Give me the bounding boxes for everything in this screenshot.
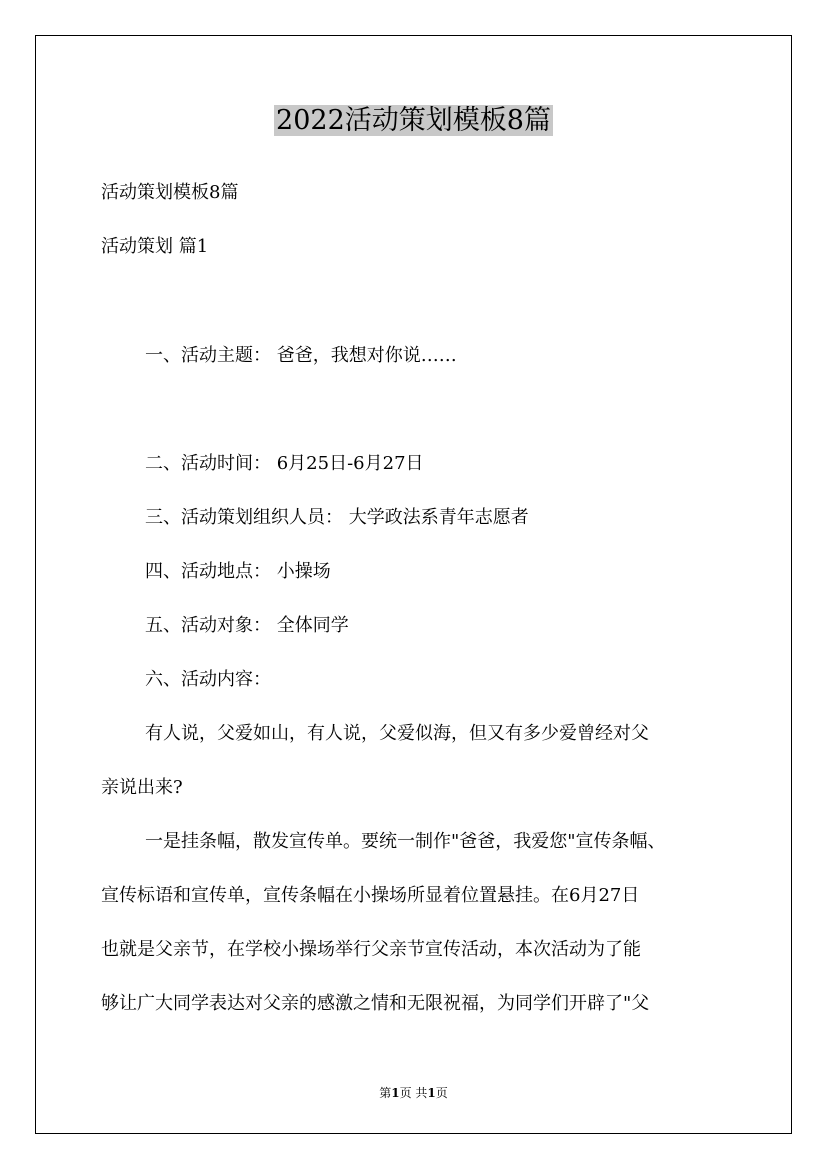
- footer-page-total: 1: [427, 1086, 436, 1100]
- list-item: 一、活动主题： 爸爸，我想对你说……: [145, 345, 457, 366]
- paragraph-line: 也就是父亲节，在学校小操场举行父亲节宣传活动，本次活动为了能: [101, 939, 641, 960]
- list-item: 四、活动地点： 小操场: [145, 561, 331, 582]
- paragraph-line: 亲说出来?: [101, 777, 183, 798]
- paragraph-line: 够让广大同学表达对父亲的感激之情和无限祝福，为同学们开辟了"父: [101, 993, 650, 1014]
- footer-suffix: 页: [435, 1086, 448, 1100]
- footer-page-current: 1: [391, 1086, 400, 1100]
- paragraph-line: 有人说，父爱如山，有人说，父爱似海，但又有多少爱曾经对父: [145, 723, 649, 744]
- list-item: 三、活动策划组织人员： 大学政法系青年志愿者: [145, 507, 529, 528]
- paragraph-line: 一是挂条幅，散发宣传单。要统一制作"爸爸，我爱您"宣传条幅、: [145, 831, 666, 852]
- paragraph-line: 宣传标语和宣传单，宣传条幅在小操场所显着位置悬挂。在6月27日: [101, 885, 640, 906]
- list-item: 六、活动内容：: [145, 669, 271, 690]
- document-title: [0, 97, 827, 145]
- list-item: 五、活动对象： 全体同学: [145, 615, 349, 636]
- page-footer: [0, 1085, 827, 1101]
- list-item: 二、活动时间： 6月25日-6月27日: [145, 453, 424, 474]
- footer-prefix: 第: [379, 1086, 392, 1100]
- document-title-text: 2022活动策划模板8篇: [276, 105, 551, 136]
- footer-mid: 页 共: [399, 1086, 428, 1100]
- document-subtitle: 活动策划模板8篇: [101, 182, 239, 203]
- section-heading: 活动策划 篇1: [101, 236, 209, 257]
